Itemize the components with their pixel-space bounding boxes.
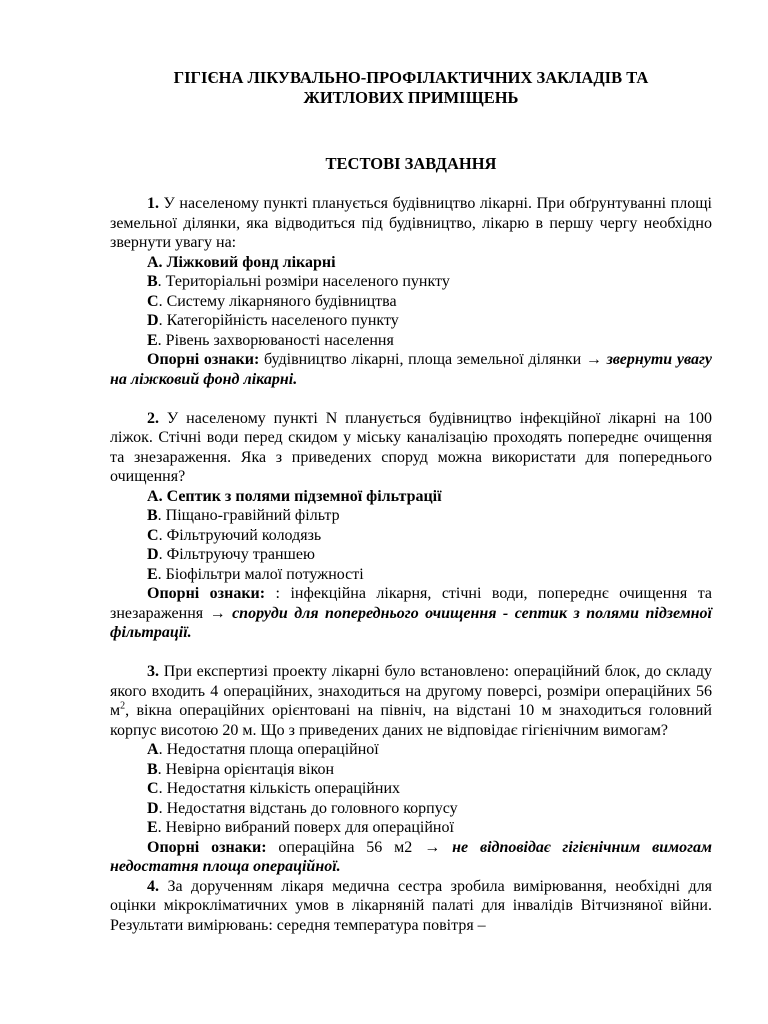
option-text: . Недостатня площа операційної xyxy=(158,741,379,758)
option-letter: C xyxy=(147,292,159,310)
option-letter: E xyxy=(147,331,158,349)
option-a xyxy=(110,487,712,507)
title-line-2: ЖИТЛОВИХ ПРИМІЩЕНЬ xyxy=(303,88,519,107)
key-label: Опорні ознаки: xyxy=(147,838,267,856)
key-answer: споруди для попереднього очищення - септик з полями підземної фільтрації. xyxy=(110,604,712,641)
option-a xyxy=(110,740,712,760)
option-text: Ліжковий фонд лікарні xyxy=(162,253,336,271)
option-text: . Територіальні розміри населеного пункту xyxy=(157,273,450,290)
document-page xyxy=(110,68,712,935)
option-letter: A xyxy=(147,487,159,505)
question-number: 2. xyxy=(147,409,159,427)
question-text: За дорученням лікаря медична сестра зробила вимірювання, необхідні для оцінки мікрокліматичних умов в лікарняній палаті для інвалідів Вітчизняної війни. Результати вимірювань: середня температура повітря – xyxy=(110,877,712,934)
document-title xyxy=(110,68,712,108)
option-letter: B xyxy=(147,273,158,290)
superscript: 2 xyxy=(120,700,126,712)
question-number: 3. xyxy=(147,663,159,680)
option-text: . Фільтруючий колодязь xyxy=(158,526,322,544)
key-label: Опорні ознаки: xyxy=(147,351,260,368)
option-text: . Септик з полями підземної фільтрації xyxy=(158,487,442,505)
question-text-part-2: , вікна операційних орієнтовані на північ, на відстані 10 м знаходиться головний корпус висотою 20 м. Що з приведених даних не відповідає гігієнічним вимогам? xyxy=(110,702,712,739)
option-text: . Недостатня відстань до головного корпусу xyxy=(158,799,458,817)
question-stem xyxy=(110,194,712,253)
option-e xyxy=(110,818,712,838)
option-letter: A xyxy=(147,741,159,758)
option-text: . Недостатня кількість операційних xyxy=(158,780,401,797)
option-text: . Невірна орієнтація вікон xyxy=(157,760,335,778)
option-letter: E xyxy=(147,819,158,836)
option-c xyxy=(110,292,712,312)
option-e xyxy=(110,565,712,585)
option-b xyxy=(110,760,712,780)
option-text: . Категорійність населеного пункту xyxy=(158,312,399,329)
option-letter: A. xyxy=(147,253,163,271)
key-text: будівництво лікарні, площа земельної ділянки → xyxy=(259,351,607,368)
option-letter: C xyxy=(147,526,159,544)
question-2 xyxy=(110,409,712,643)
question-stem xyxy=(110,662,712,740)
key-text: : інфекційна лікарня, стічні води, попереднє очищення та знезараження → xyxy=(110,585,712,622)
answer-key xyxy=(110,838,712,877)
option-e xyxy=(110,331,712,351)
question-4 xyxy=(110,877,712,936)
question-3 xyxy=(110,662,712,877)
option-c xyxy=(110,526,712,546)
option-letter: D xyxy=(147,799,159,817)
key-text: операційна 56 м2 → xyxy=(266,838,453,856)
question-text-part-1: При експертизі проекту лікарні було встановлено: операційний блок, до складу якого входить 4 операційних, знаходиться на другому поверсі, розміри операційних 56 м xyxy=(110,663,712,719)
option-b xyxy=(110,272,712,292)
option-a xyxy=(110,253,712,273)
option-b xyxy=(110,506,712,526)
question-text: У населеному пункті планується будівництво лікарні. При обґрунтуванні площі земельної ділянки, яка відводиться під будівництво, лікарю в першу чергу необхідно звернути увагу на: xyxy=(110,195,712,251)
title-line-1: ГІГІЄНА ЛІКУВАЛЬНО-ПРОФІЛАКТИЧНИХ ЗАКЛАДІВ ТА xyxy=(173,68,649,87)
answer-key xyxy=(110,350,712,389)
key-answer: звернути увагу на ліжковий фонд лікарні. xyxy=(110,351,713,388)
option-d xyxy=(110,799,712,819)
question-stem xyxy=(110,877,712,936)
option-letter: B xyxy=(147,760,158,778)
section-subtitle: ТЕСТОВІ ЗАВДАННЯ xyxy=(325,154,497,173)
question-number: 4. xyxy=(147,877,159,895)
option-letter: C xyxy=(147,780,159,797)
option-text: . Біофільтри малої потужності xyxy=(157,565,364,583)
question-number: 1. xyxy=(147,195,159,212)
answer-key xyxy=(110,584,712,643)
question-text: У населеному пункті N планується будівництво інфекційної лікарні на 100 ліжок. Стічні води перед скидом у міську каналізацію проходять попереднє очищення та знезараження. Яка з приведених споруд можна використати для попереднього очищення? xyxy=(110,409,712,485)
option-text: . Рівень захворюваності населення xyxy=(157,331,394,349)
option-c xyxy=(110,779,712,799)
question-1 xyxy=(110,194,712,389)
option-d xyxy=(110,545,712,565)
option-d xyxy=(110,311,712,331)
question-stem xyxy=(110,409,712,487)
option-text: . Невірно вибраний поверх для операційної xyxy=(157,819,454,836)
option-letter: B xyxy=(147,507,158,524)
key-answer: не відповідає гігієнічним вимогам недостатня площа операційної. xyxy=(110,838,713,875)
option-text: . Фільтруючу траншею xyxy=(158,546,315,563)
option-text: . Систему лікарняного будівництва xyxy=(158,292,397,310)
option-text: . Піщано-гравійний фільтр xyxy=(157,507,340,524)
option-letter: D xyxy=(147,312,159,329)
key-label: Опорні ознаки: xyxy=(147,585,266,602)
option-letter: D xyxy=(147,546,159,563)
option-letter: E xyxy=(147,565,158,583)
